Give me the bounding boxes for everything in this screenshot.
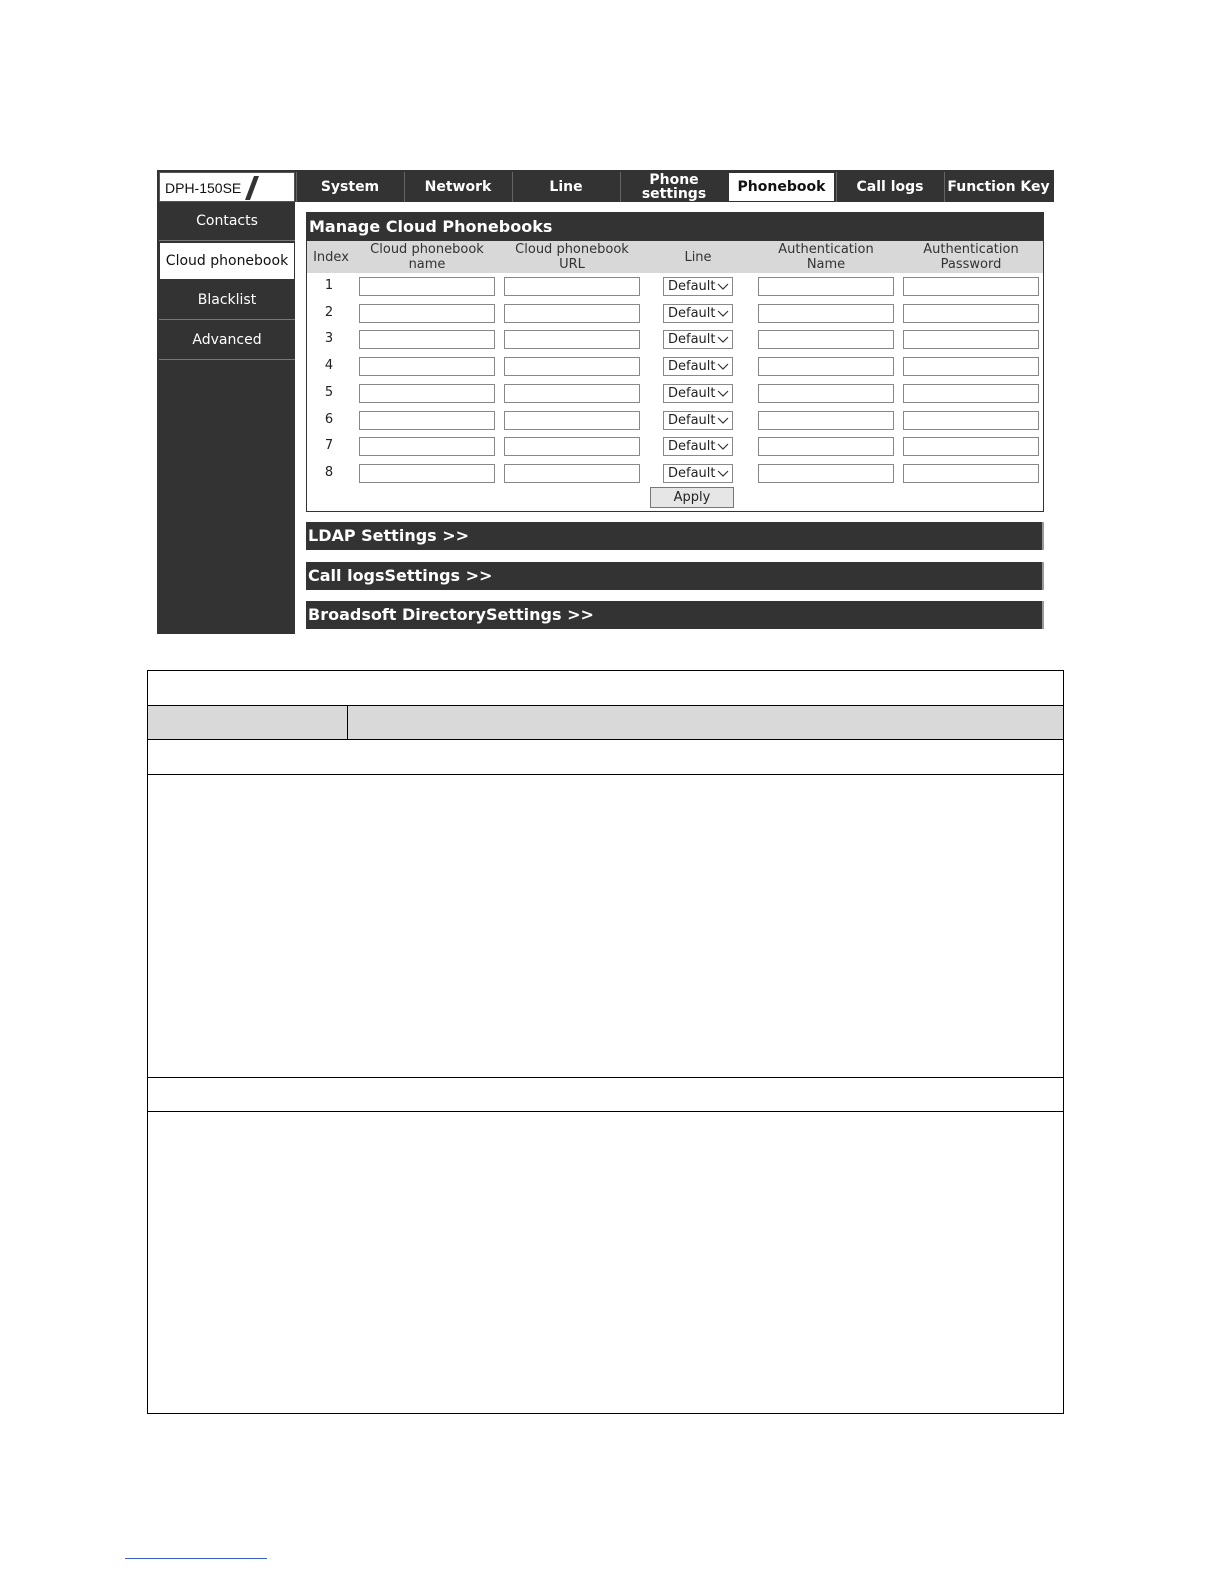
table-body-row	[148, 775, 1063, 1078]
phonebook-url-input[interactable]	[504, 384, 640, 403]
sidebar-item-cloud-phonebook[interactable]: Cloud phonebook	[159, 242, 295, 280]
chevron-down-icon	[717, 333, 729, 345]
line-select-value: Default	[668, 439, 716, 455]
line-select-value: Default	[668, 465, 716, 481]
phonebook-name-input[interactable]	[359, 277, 495, 296]
row-index: 7	[324, 438, 334, 454]
auth-name-input[interactable]	[758, 384, 894, 403]
col-index: Index	[313, 249, 349, 265]
tab-line[interactable]: Line	[512, 172, 619, 202]
row-index: 8	[324, 464, 334, 480]
col-phonebook-name: Cloud phonebook name	[370, 242, 484, 272]
chevron-down-icon	[717, 414, 729, 426]
cloud-phonebook-panel	[306, 212, 1044, 512]
line-select-value: Default	[668, 412, 716, 428]
phonebook-url-input[interactable]	[504, 277, 640, 296]
table-row	[307, 461, 1043, 487]
line-select-value: Default	[668, 279, 716, 294]
apply-button[interactable]: Apply	[650, 487, 734, 508]
sidebar	[159, 202, 295, 634]
table-row	[307, 274, 1043, 300]
broadsoft-directory-settings-bar[interactable]: Broadsoft DirectorySettings >>	[306, 601, 1044, 629]
line-select[interactable]	[663, 357, 733, 376]
col-auth-name: Authentication Name	[778, 242, 874, 272]
tab-system[interactable]: System	[296, 172, 403, 202]
chevron-down-icon	[717, 360, 729, 372]
row-index: 5	[324, 384, 334, 400]
call-logs-settings-bar[interactable]: Call logsSettings >>	[306, 562, 1044, 590]
tab-function-key[interactable]: Function Key	[944, 172, 1052, 202]
line-select[interactable]	[663, 464, 733, 483]
row-index: 4	[324, 358, 334, 374]
phonebook-name-input[interactable]	[359, 411, 495, 430]
auth-password-input[interactable]	[903, 384, 1039, 403]
panel-title: Manage Cloud Phonebooks	[307, 213, 1043, 241]
line-select[interactable]	[663, 437, 733, 456]
line-select[interactable]	[663, 411, 733, 430]
table-row	[307, 434, 1043, 460]
tab-network[interactable]: Network	[404, 172, 511, 202]
sidebar-item-blacklist[interactable]: Blacklist	[159, 281, 295, 320]
auth-name-input[interactable]	[758, 411, 894, 430]
chevron-down-icon	[717, 307, 729, 319]
phonebook-name-input[interactable]	[359, 464, 495, 483]
device-logo	[159, 172, 295, 202]
auth-name-input[interactable]	[758, 464, 894, 483]
footnote-separator	[125, 1558, 267, 1559]
col-auth-password: Authentication Password	[923, 242, 1019, 272]
auth-password-input[interactable]	[903, 464, 1039, 483]
tab-call-logs[interactable]: Call logs	[836, 172, 943, 202]
line-select[interactable]	[663, 330, 733, 349]
auth-password-input[interactable]	[903, 411, 1039, 430]
phonebook-name-input[interactable]	[359, 357, 495, 376]
chevron-down-icon	[717, 387, 729, 399]
auth-password-input[interactable]	[903, 330, 1039, 349]
logo-text: DPH-150SE	[165, 180, 242, 196]
phonebook-name-input[interactable]	[359, 330, 495, 349]
auth-password-input[interactable]	[903, 277, 1039, 296]
table-header-row	[148, 706, 1063, 740]
col-phonebook-url: Cloud phonebook URL	[515, 242, 629, 272]
line-select-value: Default	[668, 385, 716, 401]
chevron-down-icon	[717, 280, 729, 292]
line-select-value: Default	[668, 305, 716, 321]
chevron-down-icon	[717, 440, 729, 452]
col-line: Line	[684, 249, 712, 265]
tab-phonebook[interactable]: Phonebook	[728, 172, 835, 202]
auth-password-input[interactable]	[903, 437, 1039, 456]
table-row	[307, 381, 1043, 407]
ldap-settings-bar[interactable]: LDAP Settings >>	[306, 522, 1044, 550]
phonebook-url-input[interactable]	[504, 330, 640, 349]
phonebook-url-input[interactable]	[504, 357, 640, 376]
table-section-row	[148, 740, 1063, 775]
sidebar-item-contacts[interactable]: Contacts	[159, 202, 295, 241]
table-title-row	[148, 671, 1063, 706]
row-index: 6	[324, 411, 334, 427]
row-index: 3	[324, 331, 334, 347]
phonebook-url-input[interactable]	[504, 437, 640, 456]
line-select-value: Default	[668, 359, 716, 375]
row-index: 2	[324, 304, 334, 320]
table-section-row	[148, 1078, 1063, 1112]
table-body-row	[148, 1112, 1063, 1413]
phonebook-url-input[interactable]	[504, 304, 640, 323]
table-row	[307, 354, 1043, 380]
table-row	[307, 327, 1043, 353]
line-select[interactable]	[663, 304, 733, 323]
document-table	[147, 670, 1064, 1414]
table-header-cell-right	[348, 706, 1063, 739]
chevron-down-icon	[717, 467, 729, 479]
auth-password-input[interactable]	[903, 304, 1039, 323]
row-index: 1	[324, 278, 334, 293]
tab-phone-settings[interactable]: Phone settings	[620, 172, 727, 202]
sidebar-item-advanced[interactable]: Advanced	[159, 321, 295, 360]
auth-name-input[interactable]	[758, 304, 894, 323]
phonebook-url-input[interactable]	[504, 411, 640, 430]
line-select-value: Default	[668, 332, 716, 348]
auth-name-input[interactable]	[758, 330, 894, 349]
auth-name-input[interactable]	[758, 437, 894, 456]
phonebook-name-input[interactable]	[359, 304, 495, 323]
line-select[interactable]	[663, 277, 733, 296]
top-navigation	[296, 172, 1054, 202]
main-content	[295, 202, 1054, 634]
auth-password-input[interactable]	[903, 357, 1039, 376]
phone-web-ui-screenshot	[157, 170, 1054, 634]
phonebook-name-input[interactable]	[359, 437, 495, 456]
phonebook-name-input[interactable]	[359, 384, 495, 403]
table-row	[307, 301, 1043, 327]
auth-name-input[interactable]	[758, 357, 894, 376]
table-header	[307, 241, 1043, 273]
table-header-cell-left	[148, 706, 348, 739]
auth-name-input[interactable]	[758, 277, 894, 296]
phonebook-url-input[interactable]	[504, 464, 640, 483]
logo-slash-icon	[244, 176, 264, 200]
line-select[interactable]	[663, 384, 733, 403]
table-row	[307, 408, 1043, 434]
